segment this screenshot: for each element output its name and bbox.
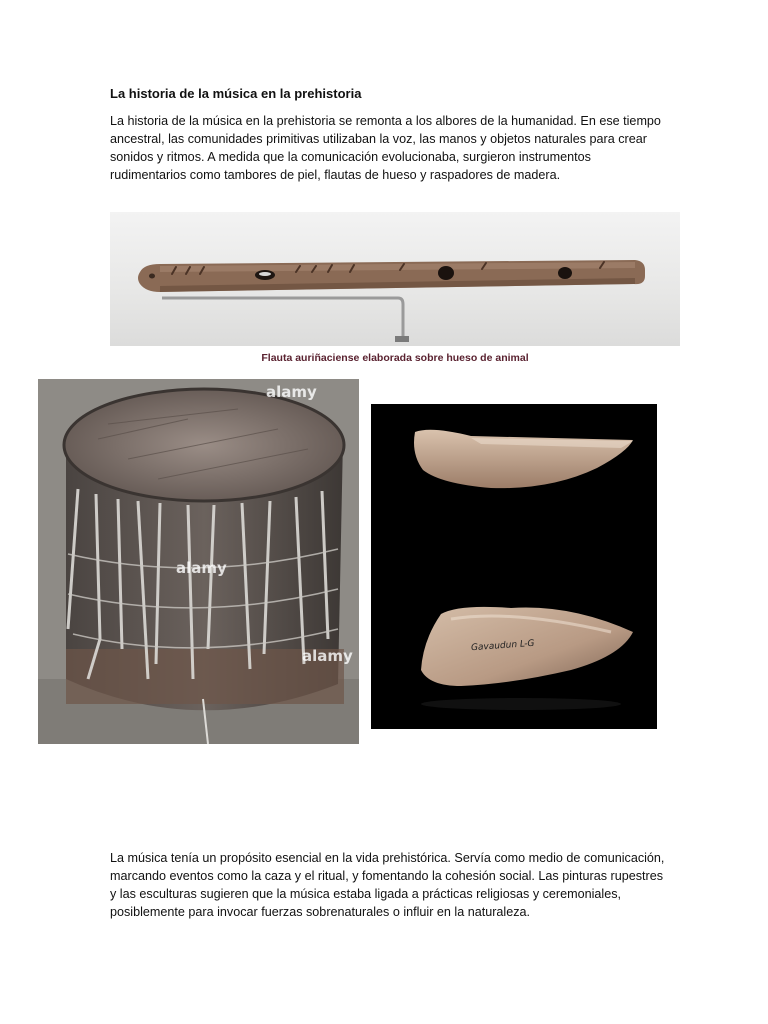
flute-caption: Flauta auriñaciense elaborada sobre hueso de animal (261, 352, 529, 364)
intro-paragraph: La historia de la música en la prehistoria se remonta a los albores de la humanidad. En ese tiempo ancestral, las comunidades primitivas utilizaban la voz, las manos y objetos naturales para crear sonidos y ritmos. A medida que la comunicación evolucionaba, surgieron instrumentos rudimentarios como tambores de piel, flautas de hueso y raspadores de madera. (110, 114, 661, 182)
drum-image (38, 379, 359, 744)
document-title: La historia de la música en la prehistoria (110, 86, 362, 101)
flute-image (110, 212, 680, 346)
watermark: alamy (266, 383, 317, 401)
watermark: alamy (302, 647, 353, 665)
watermark: alamy (176, 559, 227, 577)
stone-inscription: Gavaudun L-G (470, 638, 535, 654)
closing-paragraph: La música tenía un propósito esencial en la vida prehistórica. Servía como medio de comunicación, marcando eventos como la caza y el ritual, y fomentando la cohesión social. Las pinturas rupestres y las esculturas sugieren que la música estaba ligada a prácticas religiosas y ceremoniales, posiblemente para invocar fuerzas sobrenaturales o influir en la naturaleza. (110, 851, 665, 919)
stone-tools-image (371, 404, 657, 729)
